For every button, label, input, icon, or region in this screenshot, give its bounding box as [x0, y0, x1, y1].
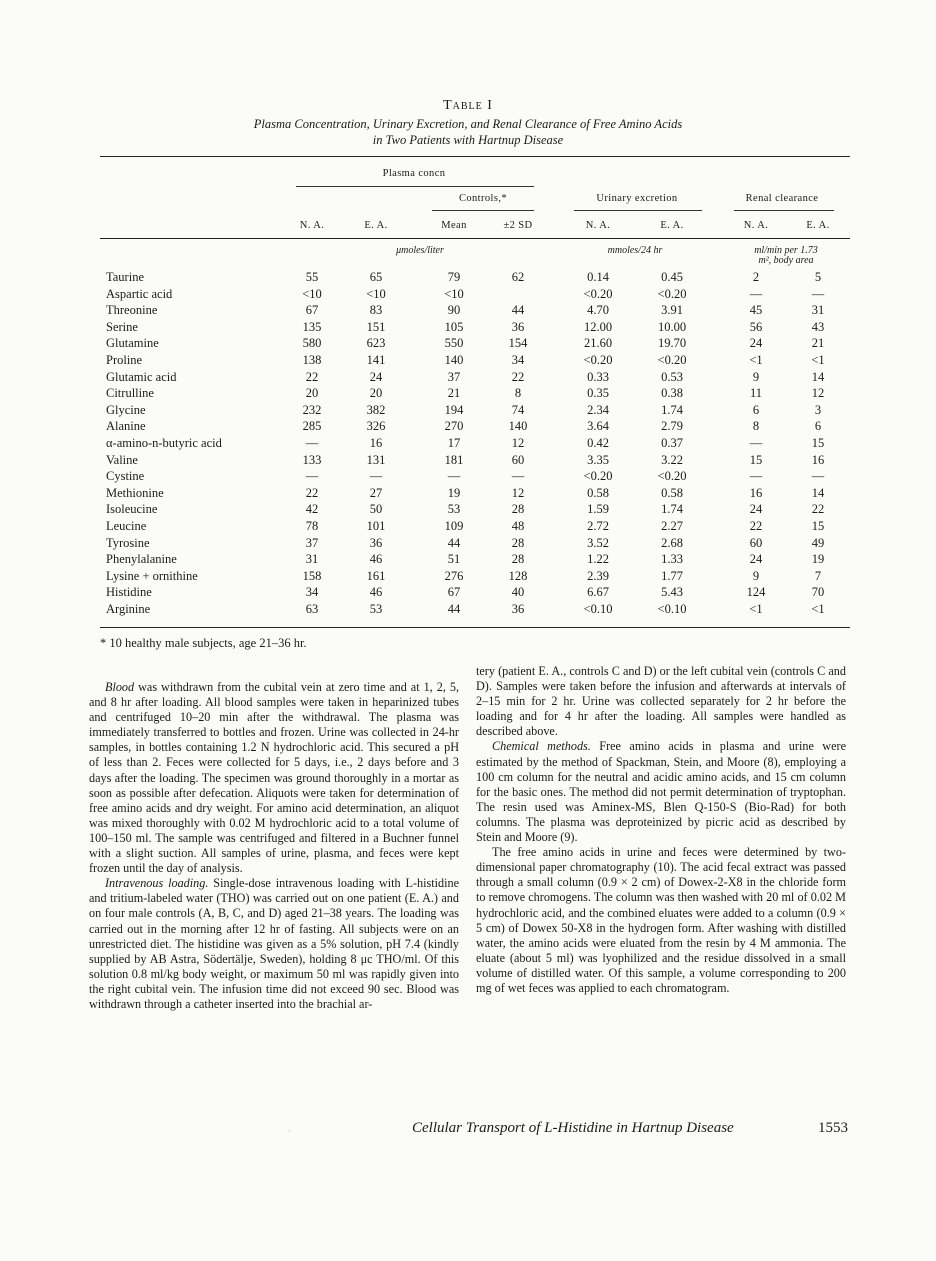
table-bottom-rule [100, 627, 850, 628]
table-row [0, 486, 936, 503]
table-row [0, 386, 936, 403]
cell-ea: 151 [366, 319, 386, 334]
cell-u-ea: <0.10 [657, 601, 687, 616]
cell-ea: — [369, 469, 383, 484]
cell-r-na: — [749, 286, 763, 301]
cell-r-na: 45 [749, 303, 763, 318]
cell-r-ea: — [811, 469, 825, 484]
cell-u-na: 0.42 [587, 435, 609, 450]
plasma-group-header: Plasma concn [382, 168, 446, 179]
amino-acid-name: Cystine [106, 469, 145, 484]
cell-r-ea: 7 [814, 568, 822, 583]
cell-r-na: 124 [746, 585, 766, 600]
cell-sd: 12 [511, 485, 525, 500]
cell-r-na: 8 [752, 419, 760, 434]
cell-ea: 65 [369, 270, 383, 284]
cell-r-ea: — [811, 286, 825, 301]
cell-u-na: 0.35 [587, 386, 609, 401]
cell-sd: 22 [511, 369, 525, 384]
cell-na: 22 [305, 485, 319, 500]
cell-sd: 36 [511, 601, 525, 616]
cell-mean: — [447, 469, 461, 484]
cell-ea: 83 [369, 303, 383, 318]
cell-u-ea: 19.70 [657, 336, 687, 351]
cell-u-ea: <0.20 [657, 469, 687, 484]
cell-na: 55 [305, 270, 319, 284]
cell-mean: 194 [444, 402, 464, 417]
cell-u-na: 6.67 [587, 585, 609, 600]
table-row [0, 602, 936, 619]
cell-ea: 161 [366, 568, 386, 583]
paragraph-text: The free amino acids in urine and feces were determined by two-dimensional paper chromatography (10). The acid fecal extract was passed through a small column (0.9 × 2 cm) of Dowex-2-X8 in the chloride form to remove chromogens. The column was then washed with 20 ml of 0.02 M hydrochloric acid, and the combined eluates were added to a column (0.9 × 5 cm) of Dowex 50-X8 in the hydrogen form. After washing with distilled water, the amino acids were eluated from the resin by 4 M ammonia. The eluate (about 5 ml) was lyophilized and the residue dissolved in a small volume of distilled water. Of this sample, a volume corresponding to 200 mg of wet feces was applied to each chromatogram. [476, 845, 846, 995]
cell-mean: 44 [447, 601, 461, 616]
cell-r-na: 15 [749, 452, 763, 467]
cell-r-na: 6 [752, 402, 760, 417]
amino-acid-name: Serine [106, 319, 138, 334]
right-paragraph [476, 845, 846, 996]
cell-na: 138 [302, 352, 322, 367]
cell-r-ea: 3 [814, 402, 822, 417]
cell-mean: 90 [447, 303, 461, 318]
cell-r-na: <1 [749, 601, 763, 616]
cell-u-ea: 1.74 [661, 502, 683, 517]
cell-u-na: 3.52 [587, 535, 609, 550]
mark-dot: · [288, 1127, 291, 1136]
cell-u-na: 3.64 [587, 419, 609, 434]
cell-r-ea: 19 [811, 552, 825, 567]
cell-u-na: 21.60 [583, 336, 613, 351]
cell-u-na: 12.00 [583, 319, 613, 334]
cell-r-ea: 70 [811, 585, 825, 600]
cell-mean: 140 [444, 352, 464, 367]
caption-line-2: in Two Patients with Hartnup Disease [372, 133, 564, 147]
cell-u-ea: 0.53 [661, 369, 683, 384]
left-paragraph [89, 876, 459, 1012]
amino-acid-name: Isoleucine [106, 502, 158, 517]
cell-r-ea: 15 [811, 435, 825, 450]
cell-r-na: 24 [749, 552, 763, 567]
paragraph-text: Free amino acids in plasma and urine were estimated by the method of Spackman, Stein, and Moore (8), employing a 100 cm column for the neutral and acidic amino acids, and 15 cm column for the basic ones. The method did not permit determination of tryptophan. The resin used was Aminex-MS, Blen Q-150-S (Bio-Rad) for both columns. The plasma was deproteinized by picric acid as described by Stein and Moore (9). [476, 739, 846, 845]
cell-na: 63 [305, 601, 319, 616]
plasma-group-rule [296, 186, 534, 187]
cell-mean: 53 [447, 502, 461, 517]
amino-acid-name: Valine [106, 452, 138, 467]
cell-mean: 19 [447, 485, 461, 500]
cell-ea: 326 [366, 419, 386, 434]
cell-r-na: <1 [749, 352, 763, 367]
table-top-rule [100, 156, 850, 157]
cell-mean: 51 [447, 552, 461, 567]
cell-ea: 101 [366, 518, 386, 533]
cell-sd: 28 [511, 552, 525, 567]
cell-r-ea: 15 [811, 518, 825, 533]
table-row [0, 585, 936, 602]
table-row [0, 469, 936, 486]
right-paragraph [476, 739, 846, 845]
cell-u-na: 0.58 [587, 485, 609, 500]
cell-r-ea: <1 [811, 352, 825, 367]
cell-u-na: 4.70 [587, 303, 609, 318]
paragraph-lead: Blood [105, 680, 135, 694]
amino-acid-name: Alanine [106, 419, 146, 434]
controls-group-rule [432, 210, 534, 211]
table-row [0, 502, 936, 519]
paragraph-text: tery (patient E. A., controls C and D) or the left cubital vein (controls C and D). Samples were taken before the infusion and afterwards at intervals of 2–15 min for 2 hr. Urine was collected separately for 2 hr before the loading and for 4 hr after the loading. All samples were handled as described above. [476, 664, 846, 739]
cell-r-ea: 21 [811, 336, 825, 351]
amino-acid-name: Citrulline [106, 386, 154, 401]
cell-na: 20 [305, 386, 319, 401]
running-footer-title: Cellular Transport of L-Histidine in Hartnup Disease [412, 1120, 734, 1136]
cell-na: 34 [305, 585, 319, 600]
cell-u-ea: 5.43 [661, 585, 683, 600]
renal-unit-line-1: ml/min per 1.73 [754, 245, 818, 256]
cell-u-ea: 2.27 [661, 518, 683, 533]
cell-r-na: 22 [749, 518, 763, 533]
cell-na: 158 [302, 568, 322, 583]
cell-sd: — [511, 469, 525, 484]
col-header-sd: ±2 SD [503, 220, 533, 231]
cell-na: 37 [305, 535, 319, 550]
cell-u-na: <0.20 [583, 469, 613, 484]
cell-na: 78 [305, 518, 319, 533]
cell-na: 42 [305, 502, 319, 517]
cell-u-na: 2.39 [587, 568, 609, 583]
cell-na: — [305, 435, 319, 450]
cell-ea: 141 [366, 352, 386, 367]
urinary-unit: mmoles/24 hr [607, 245, 663, 256]
cell-r-na: 24 [749, 336, 763, 351]
table-row [0, 569, 936, 586]
cell-na: 31 [305, 552, 319, 567]
renal-group-header: Renal clearance [745, 193, 819, 204]
cell-u-ea: 3.91 [661, 303, 683, 318]
paragraph-lead: Chemical methods. [492, 739, 591, 754]
cell-mean: 17 [447, 435, 461, 450]
cell-mean: 67 [447, 585, 461, 600]
col-header-urinary-ea: E. A. [660, 220, 684, 231]
amino-acid-name: α-amino-n-butyric acid [106, 435, 222, 450]
table-row [0, 336, 936, 353]
amino-acid-name: Methionine [106, 485, 164, 500]
cell-u-ea: 0.37 [661, 435, 683, 450]
cell-na: 133 [302, 452, 322, 467]
amino-acid-name: Glutamic acid [106, 369, 177, 384]
cell-ea: 46 [369, 585, 383, 600]
col-header-renal-ea: E. A. [806, 220, 830, 231]
left-paragraph [89, 680, 459, 876]
cell-sd: 34 [511, 352, 525, 367]
cell-r-ea: 5 [814, 270, 822, 284]
cell-mean: <10 [444, 286, 464, 301]
cell-r-ea: 49 [811, 535, 825, 550]
cell-u-na: 3.35 [587, 452, 609, 467]
cell-ea: 27 [369, 485, 383, 500]
cell-u-ea: <0.20 [657, 352, 687, 367]
cell-r-na: — [749, 435, 763, 450]
table-row [0, 353, 936, 370]
amino-acid-name: Glutamine [106, 336, 159, 351]
cell-sd: 128 [508, 568, 528, 583]
cell-na: 67 [305, 303, 319, 318]
amino-acid-name: Proline [106, 352, 143, 367]
cell-r-ea: <1 [811, 601, 825, 616]
col-header-renal-na: N. A. [743, 220, 769, 231]
table-row [0, 536, 936, 553]
cell-sd: 154 [508, 336, 528, 351]
cell-u-ea: 2.68 [661, 535, 683, 550]
cell-sd: 40 [511, 585, 525, 600]
renal-unit-line-2: m², body area [758, 255, 814, 266]
cell-ea: <10 [366, 286, 386, 301]
paragraph-lead: Intravenous loading. [105, 876, 209, 891]
cell-u-na: 2.72 [587, 518, 609, 533]
cell-na: 580 [302, 336, 322, 351]
table-row [0, 552, 936, 569]
cell-u-ea: 1.77 [661, 568, 683, 583]
table-row [0, 453, 936, 470]
cell-r-ea: 14 [811, 369, 825, 384]
cell-ea: 131 [366, 452, 386, 467]
table-row [0, 270, 936, 287]
cell-sd: 12 [511, 435, 525, 450]
urinary-group-header: Urinary excretion [596, 193, 678, 204]
renal-group-rule [734, 210, 834, 211]
cell-sd: 36 [511, 319, 525, 334]
cell-na: 285 [302, 419, 322, 434]
cell-r-na: 11 [749, 386, 763, 401]
cell-sd: 48 [511, 518, 525, 533]
cell-mean: 270 [444, 419, 464, 434]
cell-ea: 46 [369, 552, 383, 567]
cell-u-na: 0.33 [587, 369, 609, 384]
cell-sd: 140 [508, 419, 528, 434]
cell-ea: 20 [369, 386, 383, 401]
amino-acid-name: Threonine [106, 303, 158, 318]
cell-u-ea: 0.38 [661, 386, 683, 401]
table-row [0, 303, 936, 320]
cell-r-na: — [749, 469, 763, 484]
col-header-na: N. A. [299, 220, 325, 231]
cell-r-na: 60 [749, 535, 763, 550]
cell-sd: 44 [511, 303, 525, 318]
cell-u-na: 0.14 [587, 270, 609, 284]
cell-u-ea: 0.45 [661, 270, 683, 284]
cell-r-ea: 14 [811, 485, 825, 500]
cell-u-ea: 3.22 [661, 452, 683, 467]
amino-acid-name: Glycine [106, 402, 146, 417]
cell-ea: 382 [366, 402, 386, 417]
cell-r-na: 9 [752, 369, 760, 384]
left-column [89, 680, 459, 1012]
table-body [0, 270, 936, 618]
paragraph-text: was withdrawn from the cubital vein at zero time and at 1, 2, 5, and 8 hr after loading. All blood samples were taken in heparinized tubes and centrifuged 10–20 min after the withdrawal. The plasma was immediately transferred to bottles and frozen. Urine was collected in 24-hr samples, in bottles containing 1.2 N hydrochloric acid. This secured a pH of less than 2. Feces were collected for 5 days, i.e., 2 days before and 3 days after the loading. The specimen was ground thoroughly in a mortar as soon as possible after defecation. Aliquots were taken for determination of free amino acids and dry weight. For amino acid determination, an aliquot was mixed thoroughly with 0.02 M hydrochloric acid to a total volume of 100–150 ml. The sample was centrifuged and filtered in a Buchner funnel with a slight suction. All samples of urine, plasma, and feces were kept frozen until the day of analysis. [89, 680, 459, 876]
header-bottom-rule [100, 238, 850, 239]
cell-sd: 28 [511, 502, 525, 517]
cell-mean: 276 [444, 568, 464, 583]
cell-r-na: 16 [749, 485, 763, 500]
amino-acid-name: Phenylalanine [106, 552, 177, 567]
cell-u-na: <0.10 [583, 601, 613, 616]
amino-acid-name: Aspartic acid [106, 286, 173, 301]
cell-r-ea: 12 [811, 386, 825, 401]
table-footnote: * 10 healthy male subjects, age 21–36 hr. [100, 636, 307, 650]
amino-acid-name: Tyrosine [106, 535, 150, 550]
cell-mean: 181 [444, 452, 464, 467]
cell-na: — [305, 469, 319, 484]
cell-r-na: 56 [749, 319, 763, 334]
cell-u-ea: <0.20 [657, 286, 687, 301]
cell-ea: 24 [369, 369, 383, 384]
cell-mean: 550 [444, 336, 464, 351]
right-column [476, 664, 846, 996]
plasma-unit: μmoles/liter [396, 245, 444, 256]
cell-u-ea: 1.74 [661, 402, 683, 417]
cell-ea: 623 [366, 336, 386, 351]
cell-u-ea: 0.58 [661, 485, 683, 500]
cell-r-ea: 31 [811, 303, 825, 318]
table-caption [150, 116, 786, 148]
cell-r-ea: 43 [811, 319, 825, 334]
right-paragraph [476, 664, 846, 739]
table-row [0, 403, 936, 420]
cell-sd: 28 [511, 535, 525, 550]
cell-na: 232 [302, 402, 322, 417]
cell-mean: 44 [447, 535, 461, 550]
page-number: 1553 [818, 1120, 848, 1136]
col-header-mean: Mean [441, 220, 467, 231]
cell-u-na: 1.22 [587, 552, 609, 567]
amino-acid-name: Lysine + ornithine [106, 568, 198, 583]
cell-u-ea: 2.79 [661, 419, 683, 434]
table-label: Table I [443, 98, 493, 113]
table-row [0, 419, 936, 436]
cell-r-na: 9 [752, 568, 760, 583]
cell-sd: 60 [511, 452, 525, 467]
cell-mean: 21 [447, 386, 461, 401]
amino-acid-name: Leucine [106, 518, 147, 533]
cell-na: <10 [302, 286, 322, 301]
cell-sd: 62 [511, 270, 525, 284]
cell-r-ea: 16 [811, 452, 825, 467]
table-row [0, 436, 936, 453]
col-header-urinary-na: N. A. [585, 220, 611, 231]
amino-acid-name: Arginine [106, 601, 151, 616]
amino-acid-name: Histidine [106, 585, 152, 600]
cell-ea: 36 [369, 535, 383, 550]
cell-sd: 74 [511, 402, 525, 417]
cell-u-na: <0.20 [583, 286, 613, 301]
cell-u-na: 2.34 [587, 402, 609, 417]
cell-mean: 37 [447, 369, 461, 384]
paragraph-text: Single-dose intravenous loading with L-histidine and tritium-labeled water (THO) was carried out on one patient (E. A.) and on four male controls (A, B, C, and D) aged 21–38 years. The loading was carried out in the morning after 12 hr of fasting. All subjects were on an unrestricted diet. The histidine was given as a 5% solution, pH 7.4 (kindly supplied by AB Astra, Södertälje, Sweden), holding 8 μc THO/ml. Of this solution 0.8 ml/kg body weight, or maximum 50 ml was rapidly given into the right cubital vein. The infusion time did not exceed 90 sec. Blood was withdrawn through a catheter inserted into the brachial ar- [89, 876, 459, 1011]
cell-mean: 109 [444, 518, 464, 533]
cell-ea: 53 [369, 601, 383, 616]
cell-ea: 16 [369, 435, 383, 450]
table-row [0, 519, 936, 536]
cell-r-na: 2 [752, 270, 760, 284]
cell-r-ea: 22 [811, 502, 825, 517]
cell-na: 22 [305, 369, 319, 384]
caption-line-1: Plasma Concentration, Urinary Excretion, and Renal Clearance of Free Amino Acids [253, 117, 683, 131]
controls-group-header: Controls,* [458, 193, 508, 204]
table-row [0, 287, 936, 304]
cell-u-na: 1.59 [587, 502, 609, 517]
urinary-group-rule [574, 210, 702, 211]
cell-mean: 79 [447, 270, 461, 284]
cell-u-ea: 1.33 [661, 552, 683, 567]
col-header-ea: E. A. [364, 220, 388, 231]
cell-r-ea: 6 [814, 419, 822, 434]
renal-unit [724, 246, 848, 266]
cell-sd: 8 [514, 386, 522, 401]
amino-acid-name: Taurine [106, 270, 144, 284]
table-row [0, 320, 936, 337]
cell-na: 135 [302, 319, 322, 334]
cell-mean: 105 [444, 319, 464, 334]
cell-u-na: <0.20 [583, 352, 613, 367]
cell-r-na: 24 [749, 502, 763, 517]
table-row [0, 370, 936, 387]
cell-ea: 50 [369, 502, 383, 517]
cell-u-ea: 10.00 [657, 319, 687, 334]
